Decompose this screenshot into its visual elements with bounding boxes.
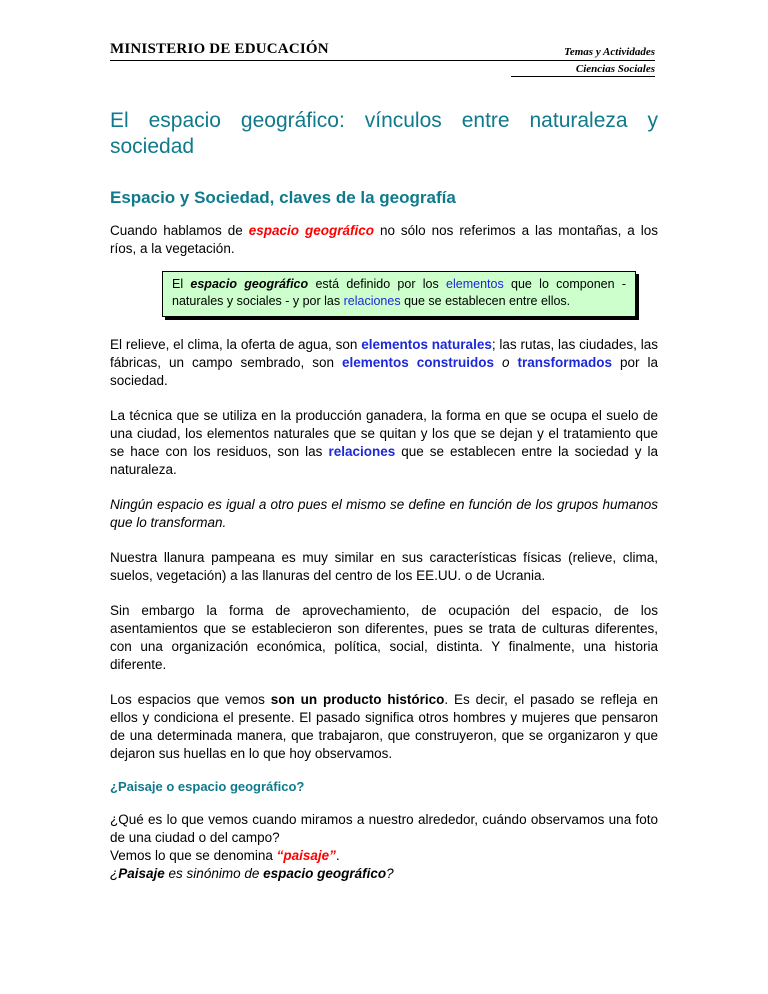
intro-paragraph: Cuando hablamos de espacio geográfico no sólo nos referimos a las montañas, a los ríos, a la vegetación. bbox=[110, 223, 658, 256]
header-ministry: MINISTERIO DE EDUCACIÓN bbox=[110, 41, 329, 57]
elements-paragraph: El relieve, el clima, la oferta de agua, son elementos naturales; las rutas, las ciudades, las fábricas, un campo sembrado, son elementos construidos o transformados por la sociedad. bbox=[110, 337, 658, 388]
definition-text: El espacio geográfico está definido por los elementos que lo componen - naturales y sociales - y por las relaciones que se establecen entre ellos. bbox=[172, 277, 626, 308]
term-espacio-geografico: espacio geográfico bbox=[248, 223, 374, 238]
synonym-question: ¿Paisaje es sinónimo de espacio geográfico? bbox=[110, 866, 394, 881]
definition-box bbox=[162, 271, 636, 317]
header-subject: Ciencias Sociales bbox=[575, 63, 655, 75]
header-rule bbox=[110, 60, 655, 61]
no-space-paragraph: Ningún espacio es igual a otro pues el mismo se define en función de los grupos humanos que lo transforman. bbox=[110, 497, 658, 530]
page-title: El espacio geográfico: vínculos entre naturaleza y sociedad bbox=[110, 109, 658, 158]
pampa-paragraph: Nuestra llanura pampeana es muy similar en sus características físicas (relieve, clima, suelos, vegetación) a las llanuras del centro de los EE.UU. o de Ucrania. bbox=[110, 550, 658, 583]
relations-paragraph: La técnica que se utiliza en la producción ganadera, la forma en que se ocupa el suelo de una ciudad, los elementos naturales que se quitan y los que se dejan y el tratamiento que se hace con los residuos, son las relaciones que se establecen entre la sociedad y la naturaleza. bbox=[110, 408, 658, 477]
paisaje-paragraph: Vemos lo que se denomina “paisaje”. bbox=[110, 848, 340, 863]
header-subject-rule bbox=[511, 76, 655, 77]
document-body bbox=[110, 108, 658, 883]
term-paisaje: “paisaje” bbox=[276, 848, 336, 863]
subsection-heading: ¿Paisaje o espacio geográfico? bbox=[110, 779, 305, 794]
header-series bbox=[505, 44, 655, 78]
header-series-title: Temas y Actividades bbox=[564, 46, 655, 58]
history-paragraph: Los espacios que vemos son un producto histórico. Es decir, el pasado se refleja en ellos y condiciona el presente. El pasado significa otros hombres y mujeres que pensaron de una determinada manera, que trabajaron, que construyeron, que se organizaron y que dejaron sus huellas en lo que hoy observamos. bbox=[110, 692, 658, 761]
question-paragraph: ¿Qué es lo que vemos cuando miramos a nuestro alrededor, cuándo observamos una foto de una ciudad o del campo? bbox=[110, 812, 658, 845]
section-heading: Espacio y Sociedad, claves de la geografía bbox=[110, 188, 456, 207]
however-paragraph: Sin embargo la forma de aprovechamiento, de ocupación del espacio, de los asentamientos que se establecieron son diferentes, pues se trata de culturas diferentes, con una organización económica, política, social, distinta. Y finalmente, una historia diferente. bbox=[110, 603, 658, 672]
